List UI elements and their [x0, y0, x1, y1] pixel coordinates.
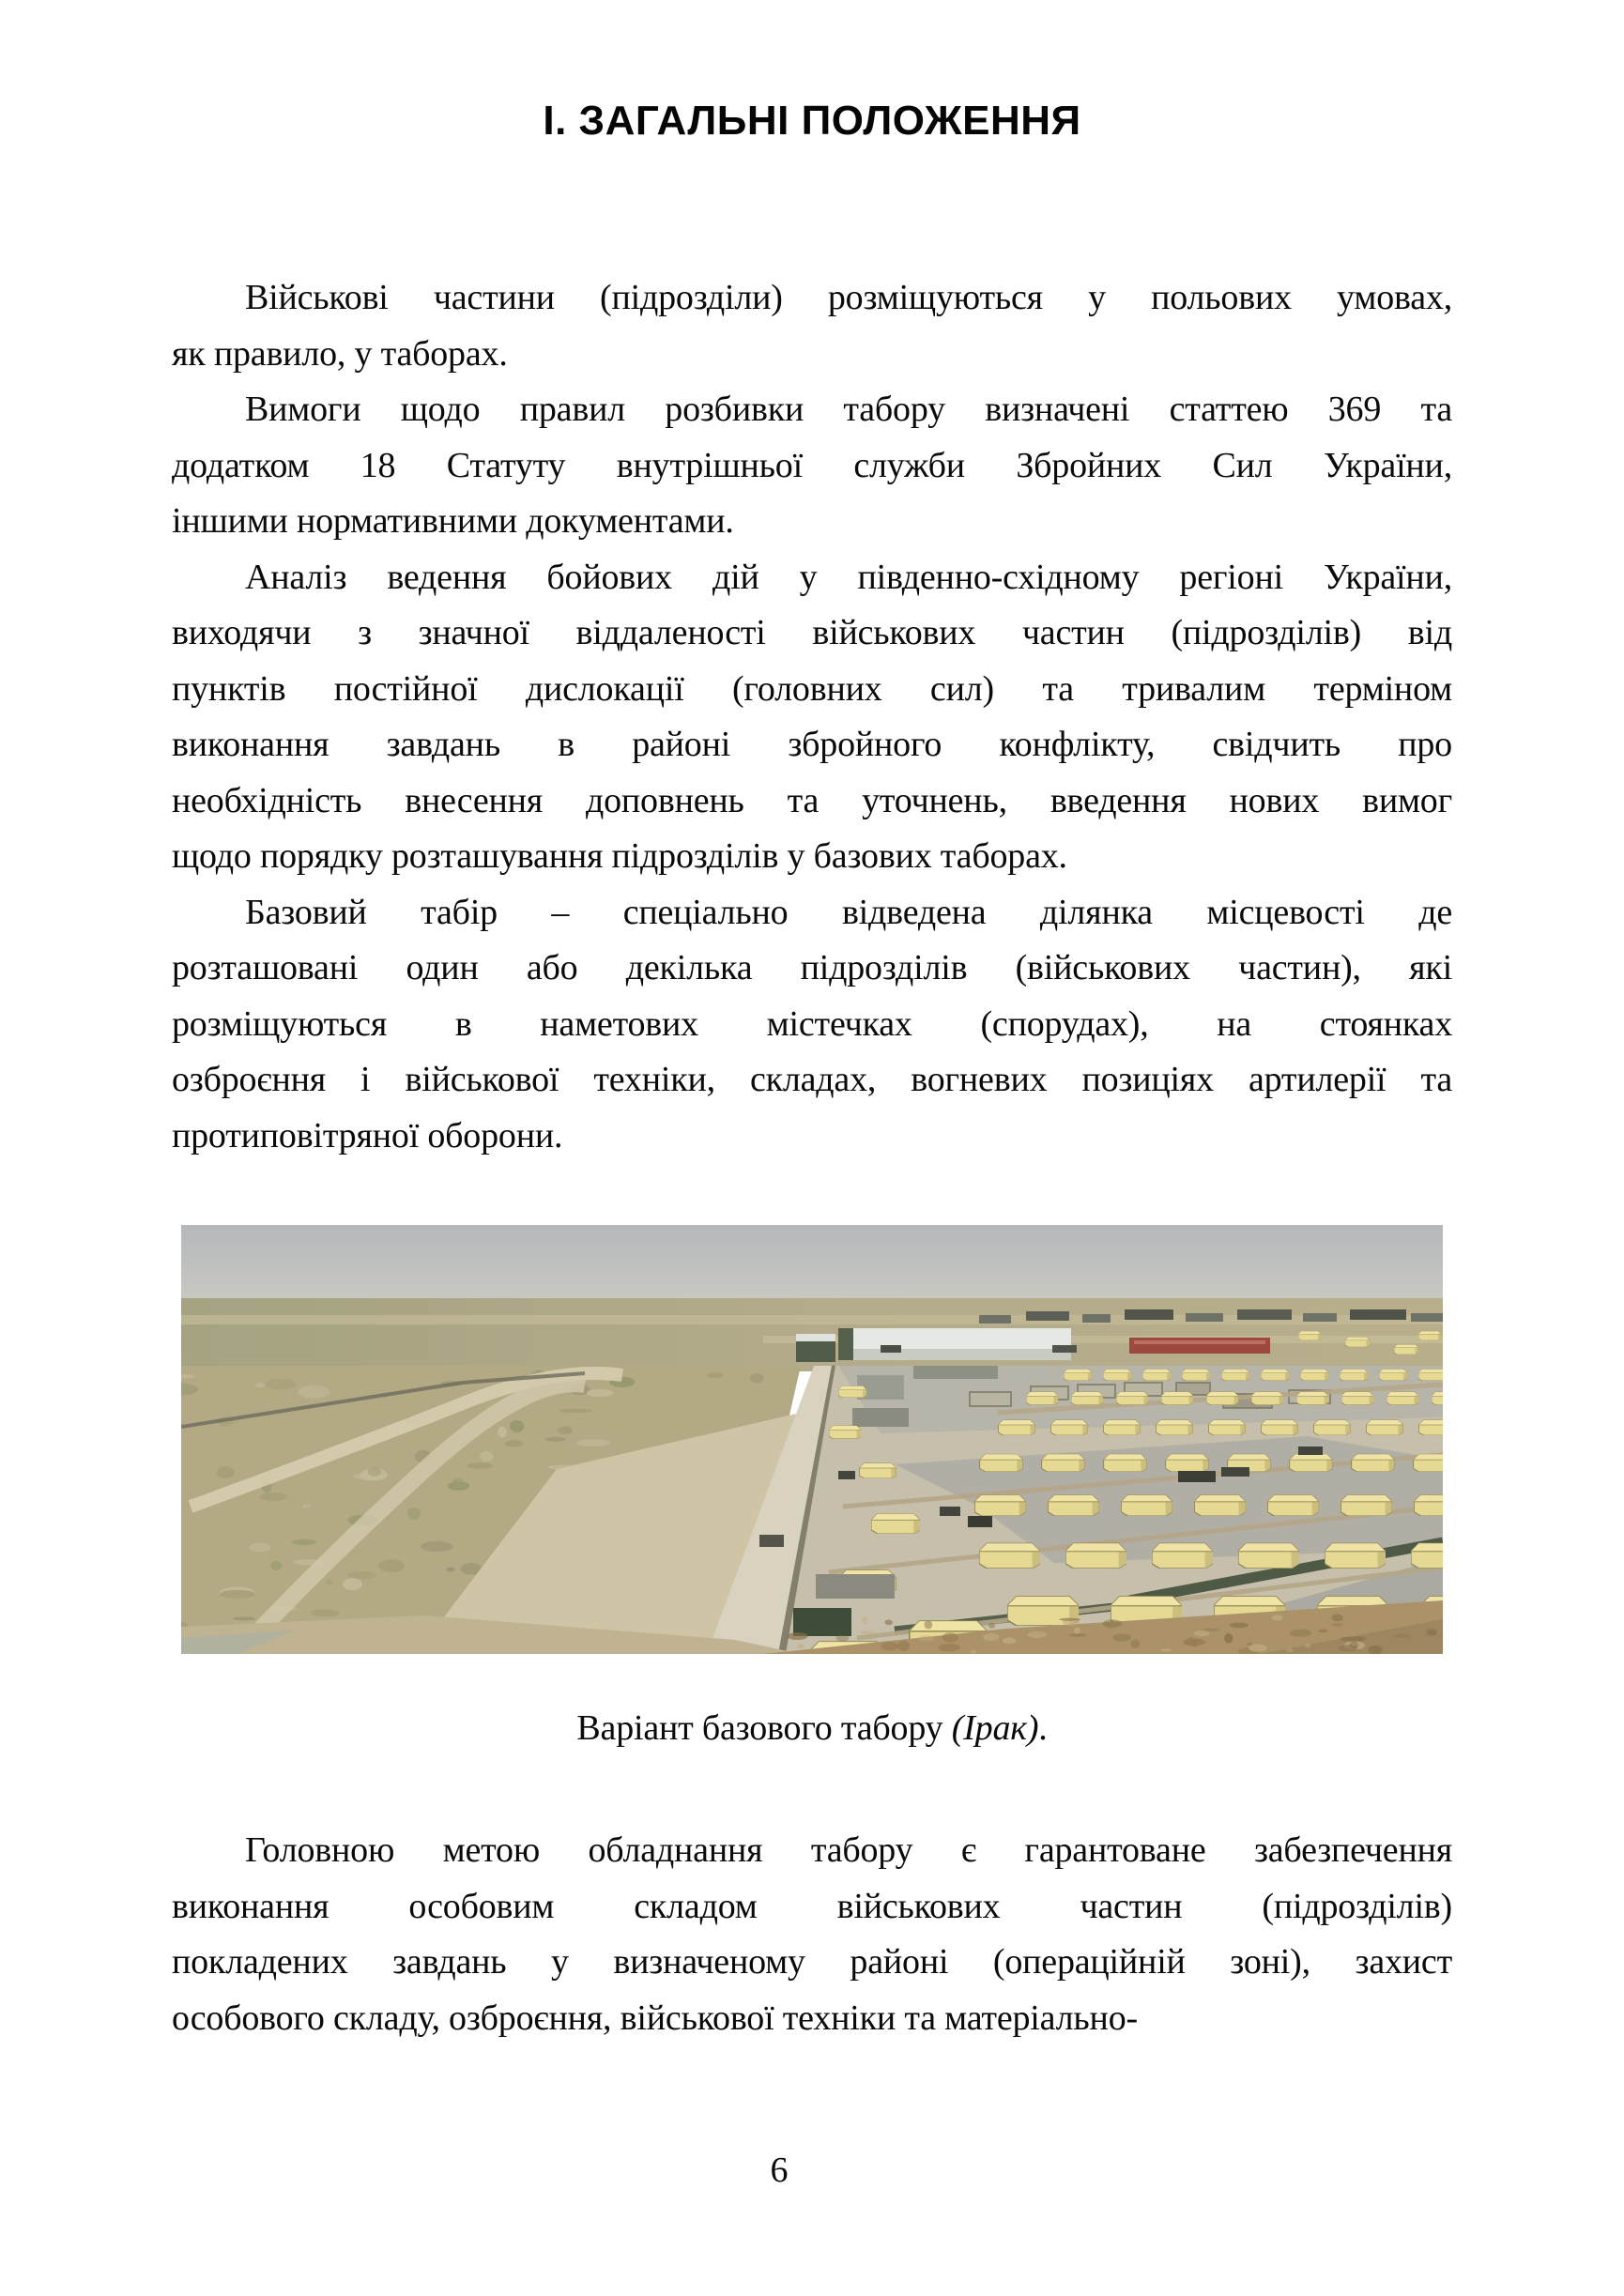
- figure-caption-text: Варіант базового табору: [576, 1708, 952, 1748]
- text-line: виконання завдань в районі збройного конфлікту, свідчить про: [172, 725, 1452, 764]
- page-number: 6: [770, 2151, 789, 2190]
- text-line: розташовані один або декілька підрозділів (військових частин), які: [172, 948, 1452, 987]
- text-line: Військові частини (підрозділи) розміщуються у польових умовах,: [245, 278, 1452, 317]
- figure-caption: [172, 1701, 1452, 1757]
- photo-sky: [181, 1225, 1443, 1302]
- text-line: як правило, у таборах.: [172, 333, 508, 374]
- text-line: додатком 18 Статуту внутрішньої служби Збройних Сил України,: [172, 445, 1452, 485]
- base-camp-photo-art: [181, 1225, 1443, 1654]
- text-line: іншими нормативними документами.: [172, 501, 734, 541]
- text-line: Аналіз ведення бойових дій у південно-східному регіоні України,: [245, 557, 1452, 597]
- base-camp-photo: [181, 1225, 1443, 1654]
- text-line: Вимоги щодо правил розбивки табору визначені статтею 369 та: [245, 390, 1452, 429]
- figure-caption-italic: (Ірак): [951, 1708, 1039, 1748]
- text-line: необхідність внесення доповнень та уточнень, введення нових вимог: [172, 780, 1452, 820]
- body-text-before-figure: [172, 270, 1452, 1164]
- text-line: покладених завдань у визначеному районі (операційній зоні), захист: [172, 1942, 1452, 1982]
- page-title: І. ЗАГАЛЬНІ ПОЛОЖЕННЯ: [543, 98, 1081, 144]
- text-line: особового складу, озброєння, військової техніки та матеріально-: [172, 1998, 1138, 2038]
- text-line: протиповітряної оборони.: [172, 1115, 563, 1156]
- text-line: виконання особовим складом військових частин (підрозділів): [172, 1886, 1452, 1926]
- text-line: Головною метою обладнання табору є гарантоване забезпечення: [245, 1830, 1452, 1870]
- figure-caption-period: .: [1038, 1708, 1048, 1748]
- photo-dumpster: [793, 1608, 851, 1636]
- text-line: виходячи з значної віддаленості військових частин (підрозділів) від: [172, 613, 1452, 652]
- text-line: пунктів постійної дислокації (головних сил) та тривалим терміном: [172, 668, 1452, 709]
- photo-red-building: [1129, 1338, 1270, 1354]
- text-line: Базовий табір – спеціально відведена ділянка місцевості де: [245, 892, 1452, 932]
- text-line: щодо порядку розташування підрозділів у базових таборах.: [172, 836, 1067, 876]
- text-line: розміщуються в наметових містечках (спорудах), на стоянках: [172, 1003, 1452, 1044]
- text-line: озброєння і військової техніки, складах, вогневих позиціях артилерії та: [172, 1060, 1452, 1099]
- body-text-after-figure: [172, 1823, 1452, 2046]
